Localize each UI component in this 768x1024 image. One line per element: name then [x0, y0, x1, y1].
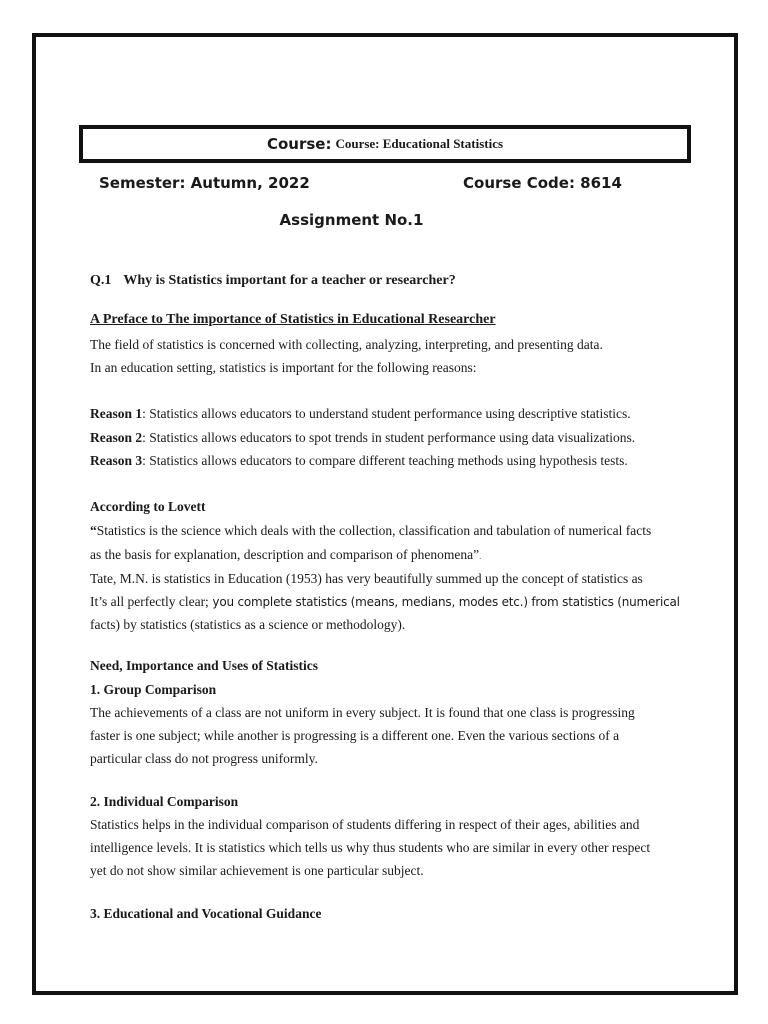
reason-item [90, 431, 635, 445]
lovett-quote-line [90, 548, 481, 562]
preface-heading: A Preface to The importance of Statistics in Educational Researcher [90, 312, 496, 327]
reason-label: Reason 2 [90, 430, 143, 445]
preface-line: In an education setting, statistics is important for the following reasons: [90, 360, 477, 375]
tate-line: facts) by statistics (statistics as a science or methodology). [90, 617, 406, 632]
quote-text: as the basis for explanation, description and comparison of phenomena” [90, 547, 480, 562]
section-title: 3. Educational and Vocational Guidance [90, 906, 322, 921]
quote-text: Statistics is the science which deals with the collection, classification and tabulation of numerical facts [96, 523, 652, 538]
tate-line [90, 595, 680, 609]
semester: Semester: Autumn, 2022 [99, 174, 310, 192]
course-code: Course Code: 8614 [463, 174, 622, 192]
section-line: faster is one subject; while another is progressing is a different one. Even the various sections of a [90, 728, 620, 743]
reason-item [90, 407, 631, 421]
course-title-box [79, 125, 691, 163]
lovett-heading: According to Lovett [90, 499, 206, 514]
section-line: Statistics helps in the individual comparison of students differing in respect of their ages, abilities and [90, 817, 640, 832]
reason-label: Reason 1 [90, 406, 143, 421]
open-quote: “ [90, 523, 97, 538]
section-line: yet do not show similar achievement is one particular subject. [90, 863, 424, 878]
course-label: Course: [266, 135, 332, 153]
tate-text: you complete statistics (means, medians, modes etc.) from statistics (numerical [208, 595, 680, 609]
course-name: Course: Educational Statistics [335, 136, 504, 151]
lovett-quote-line [90, 524, 651, 538]
reason-text: : Statistics allows educators to compare different teaching methods using hypothesis tests. [142, 453, 628, 468]
reason-label: Reason 3 [90, 453, 143, 468]
needs-heading: Need, Importance and Uses of Statistics [90, 658, 318, 673]
tate-line: Tate, M.N. is statistics in Education (1953) has very beautifully summed up the concept of statistics as [90, 571, 643, 586]
reason-item [90, 454, 628, 468]
reason-text: : Statistics allows educators to spot trends in student performance using data visualizations. [142, 430, 636, 445]
preface-line: The field of statistics is concerned with collecting, analyzing, interpreting, and presenting data. [90, 337, 603, 352]
tate-text: It’s all perfectly clear; [90, 594, 209, 609]
question-heading [90, 274, 456, 288]
section-line: The achievements of a class are not uniform in every subject. It is found that one class is progressing [90, 705, 635, 720]
assignment-title: Assignment No.1 [279, 211, 424, 229]
section-title: 2. Individual Comparison [90, 794, 239, 809]
section-line: intelligence levels. It is statistics which tells us why thus students who are similar in every other respect [90, 840, 651, 855]
reason-text: : Statistics allows educators to understand student performance using descriptive statistics. [142, 406, 631, 421]
quote-dot: . [479, 551, 482, 561]
section-line: particular class do not progress uniformly. [90, 751, 318, 766]
section-title: 1. Group Comparison [90, 682, 217, 697]
question-text: Why is Statistics important for a teacher or researcher? [123, 273, 456, 288]
question-number: Q.1 [90, 273, 112, 288]
